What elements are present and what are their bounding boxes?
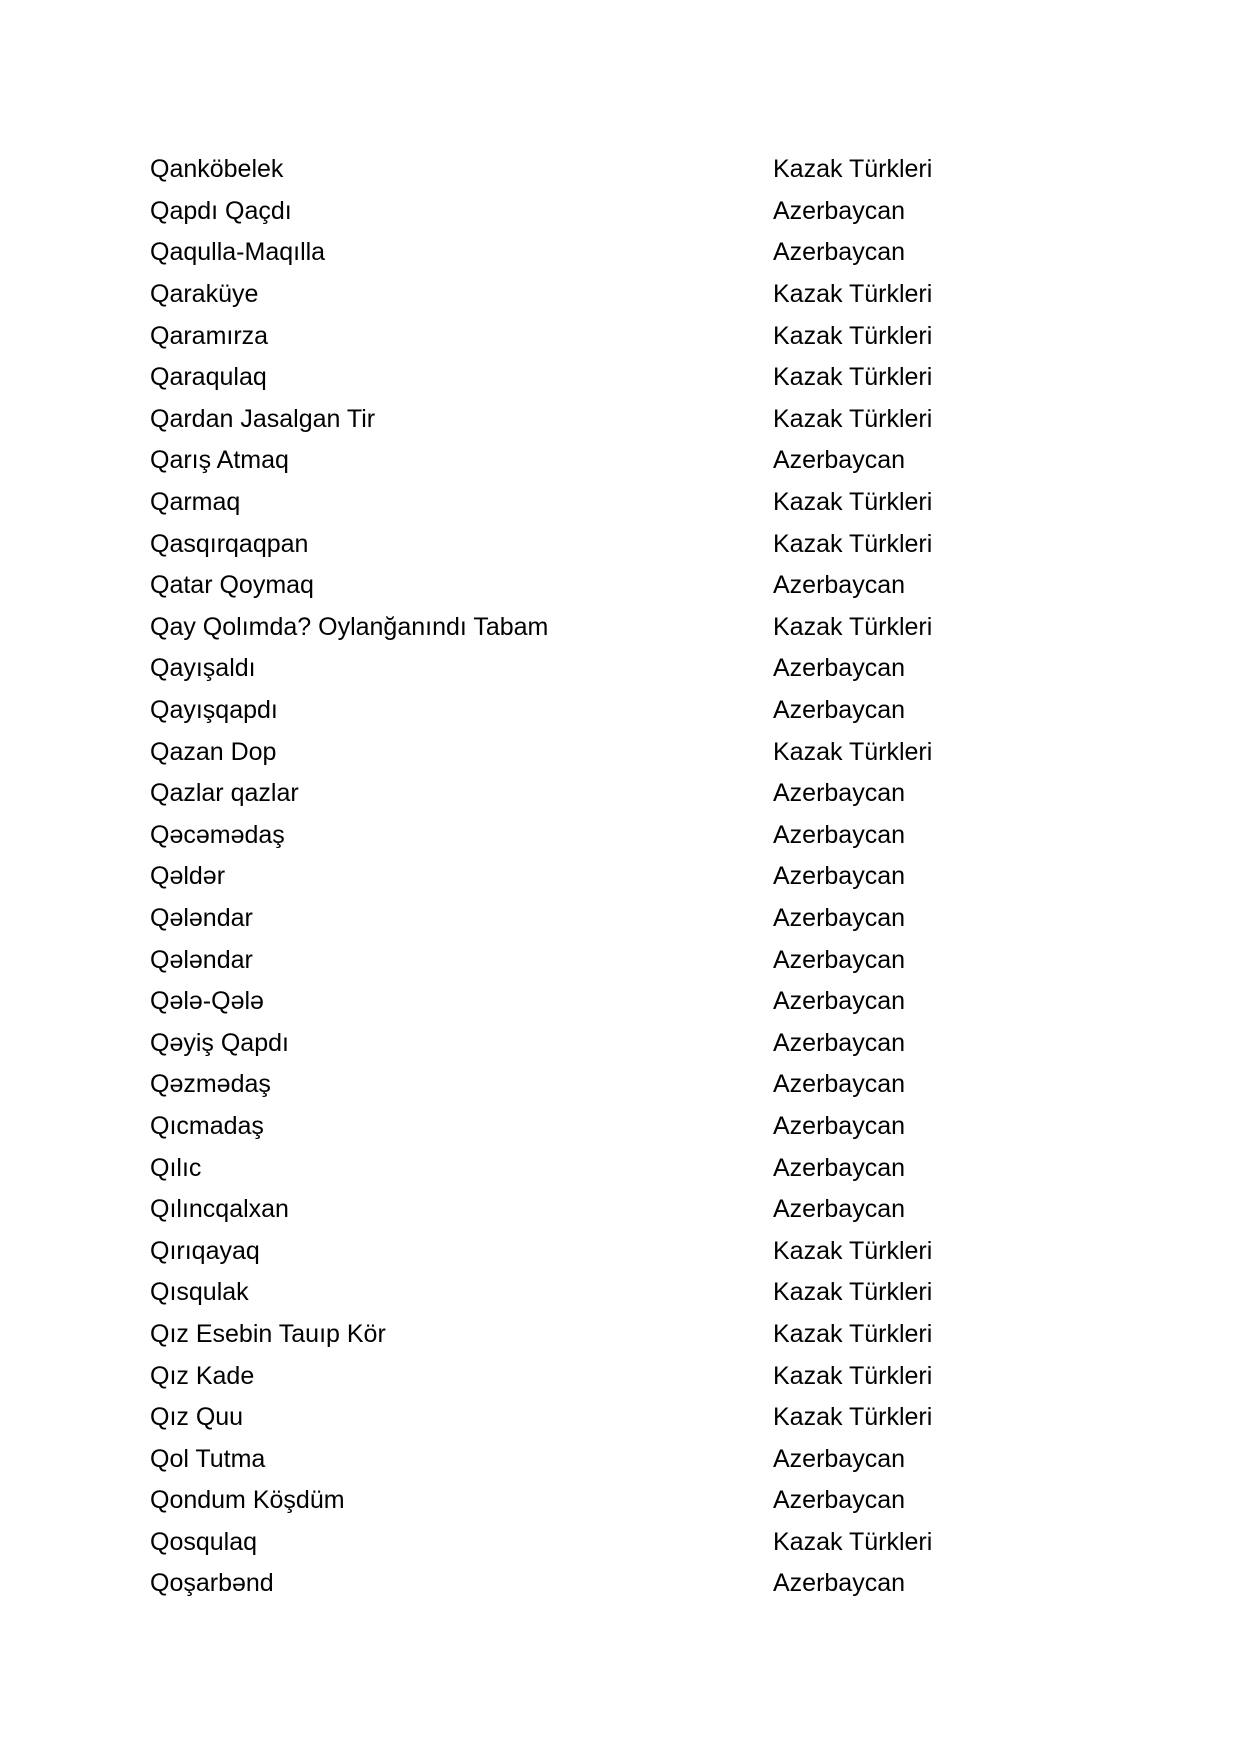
origin-label: Kazak Türkleri — [773, 1527, 933, 1556]
origin-label: Azerbaycan — [773, 945, 906, 974]
game-name: Qırıqayaq — [150, 1236, 260, 1265]
table-row — [150, 274, 1110, 316]
table-row — [150, 357, 1110, 399]
table-row — [150, 898, 1110, 940]
table-row — [150, 232, 1110, 274]
table-row — [150, 1230, 1110, 1272]
table-row — [150, 565, 1110, 607]
game-name: Qazan Dop — [150, 737, 277, 766]
origin-label: Azerbaycan — [773, 696, 906, 725]
table-row — [150, 1355, 1110, 1397]
origin-label: Azerbaycan — [773, 196, 906, 225]
game-name: Qarış Atmaq — [150, 446, 289, 475]
origin-label: Kazak Türkleri — [773, 363, 933, 392]
table-row — [150, 1106, 1110, 1148]
origin-label: Kazak Türkleri — [773, 1403, 933, 1432]
origin-label: Azerbaycan — [773, 987, 906, 1016]
table-row — [150, 1022, 1110, 1064]
game-name: Qaqulla-Maqılla — [150, 238, 326, 267]
origin-label: Kazak Türkleri — [773, 1361, 933, 1390]
game-name: Qayışaldı — [150, 654, 256, 683]
table-row — [150, 1438, 1110, 1480]
origin-label: Kazak Türkleri — [773, 737, 933, 766]
origin-label: Azerbaycan — [773, 1195, 906, 1224]
origin-label: Kazak Türkleri — [773, 404, 933, 433]
table-row — [150, 731, 1110, 773]
game-name: Qatar Qoymaq — [150, 571, 314, 600]
origin-label: Kazak Türkleri — [773, 529, 933, 558]
origin-label: Azerbaycan — [773, 1569, 906, 1598]
game-name: Qanköbelek — [150, 155, 284, 184]
game-name: Qayışqapdı — [150, 696, 278, 725]
origin-label: Kazak Türkleri — [773, 1319, 933, 1348]
table-row — [150, 856, 1110, 898]
origin-label: Azerbaycan — [773, 1444, 906, 1473]
table-row — [150, 1064, 1110, 1106]
game-name: Qaraqulaq — [150, 363, 267, 392]
origin-label: Azerbaycan — [773, 1111, 906, 1140]
origin-label: Azerbaycan — [773, 1486, 906, 1515]
origin-label: Azerbaycan — [773, 820, 906, 849]
game-name: Qələ-Qələ — [150, 987, 264, 1016]
games-origin-table — [150, 149, 1110, 1605]
table-row — [150, 1480, 1110, 1522]
table-row — [150, 482, 1110, 524]
game-name: Qılıc — [150, 1153, 202, 1182]
game-name: Qasqırqaqpan — [150, 529, 309, 558]
game-name: Qız Kade — [150, 1361, 255, 1390]
table-row — [150, 1314, 1110, 1356]
table-row — [150, 1147, 1110, 1189]
game-name: Qazlar qazlar — [150, 779, 299, 808]
origin-label: Azerbaycan — [773, 862, 906, 891]
game-name: Qısqulak — [150, 1278, 249, 1307]
origin-label: Azerbaycan — [773, 1153, 906, 1182]
table-row — [150, 149, 1110, 191]
table-row — [150, 607, 1110, 649]
table-row — [150, 1189, 1110, 1231]
table-row — [150, 1563, 1110, 1605]
origin-label: Azerbaycan — [773, 654, 906, 683]
table-row — [150, 191, 1110, 233]
game-name: Qıcmadaş — [150, 1111, 264, 1140]
origin-label: Kazak Türkleri — [773, 1278, 933, 1307]
game-name: Qəldər — [150, 862, 226, 891]
table-row — [150, 939, 1110, 981]
game-name: Qəcəmədaş — [150, 820, 285, 849]
origin-label: Azerbaycan — [773, 779, 906, 808]
table-row — [150, 1397, 1110, 1439]
game-name: Qələndar — [150, 945, 253, 974]
game-name: Qoşarbənd — [150, 1569, 274, 1598]
game-name: Qılıncqalxan — [150, 1195, 289, 1224]
game-name: Qay Qolımda? Oylanğanındı Tabam — [150, 612, 549, 641]
game-name: Qosqulaq — [150, 1527, 258, 1556]
game-name: Qol Tutma — [150, 1444, 266, 1473]
origin-label: Azerbaycan — [773, 1028, 906, 1057]
game-name: Qondum Köşdüm — [150, 1486, 345, 1515]
table-row — [150, 981, 1110, 1023]
origin-label: Kazak Türkleri — [773, 612, 933, 641]
game-name: Qardan Jasalgan Tir — [150, 404, 376, 433]
game-name: Qəzmədaş — [150, 1070, 271, 1099]
table-row — [150, 440, 1110, 482]
game-name: Qarmaq — [150, 488, 241, 517]
origin-label: Kazak Türkleri — [773, 155, 933, 184]
table-row — [150, 690, 1110, 732]
origin-label: Azerbaycan — [773, 446, 906, 475]
game-name: Qəyiş Qapdı — [150, 1028, 289, 1057]
game-name: Qız Esebin Tauıp Kör — [150, 1319, 386, 1348]
origin-label: Azerbaycan — [773, 238, 906, 267]
table-row — [150, 315, 1110, 357]
game-name: Qapdı Qaçdı — [150, 196, 292, 225]
game-name: Qələndar — [150, 903, 253, 932]
origin-label: Azerbaycan — [773, 1070, 906, 1099]
origin-label: Kazak Türkleri — [773, 488, 933, 517]
origin-label: Kazak Türkleri — [773, 321, 933, 350]
origin-label: Kazak Türkleri — [773, 280, 933, 309]
table-row — [150, 1522, 1110, 1564]
origin-label: Azerbaycan — [773, 903, 906, 932]
table-row — [150, 1272, 1110, 1314]
table-row — [150, 815, 1110, 857]
table-row — [150, 399, 1110, 441]
table-row — [150, 773, 1110, 815]
game-name: Qaraküye — [150, 280, 259, 309]
game-name: Qaramırza — [150, 321, 269, 350]
origin-label: Azerbaycan — [773, 571, 906, 600]
origin-label: Kazak Türkleri — [773, 1236, 933, 1265]
table-row — [150, 648, 1110, 690]
game-name: Qız Quu — [150, 1403, 244, 1432]
table-row — [150, 523, 1110, 565]
